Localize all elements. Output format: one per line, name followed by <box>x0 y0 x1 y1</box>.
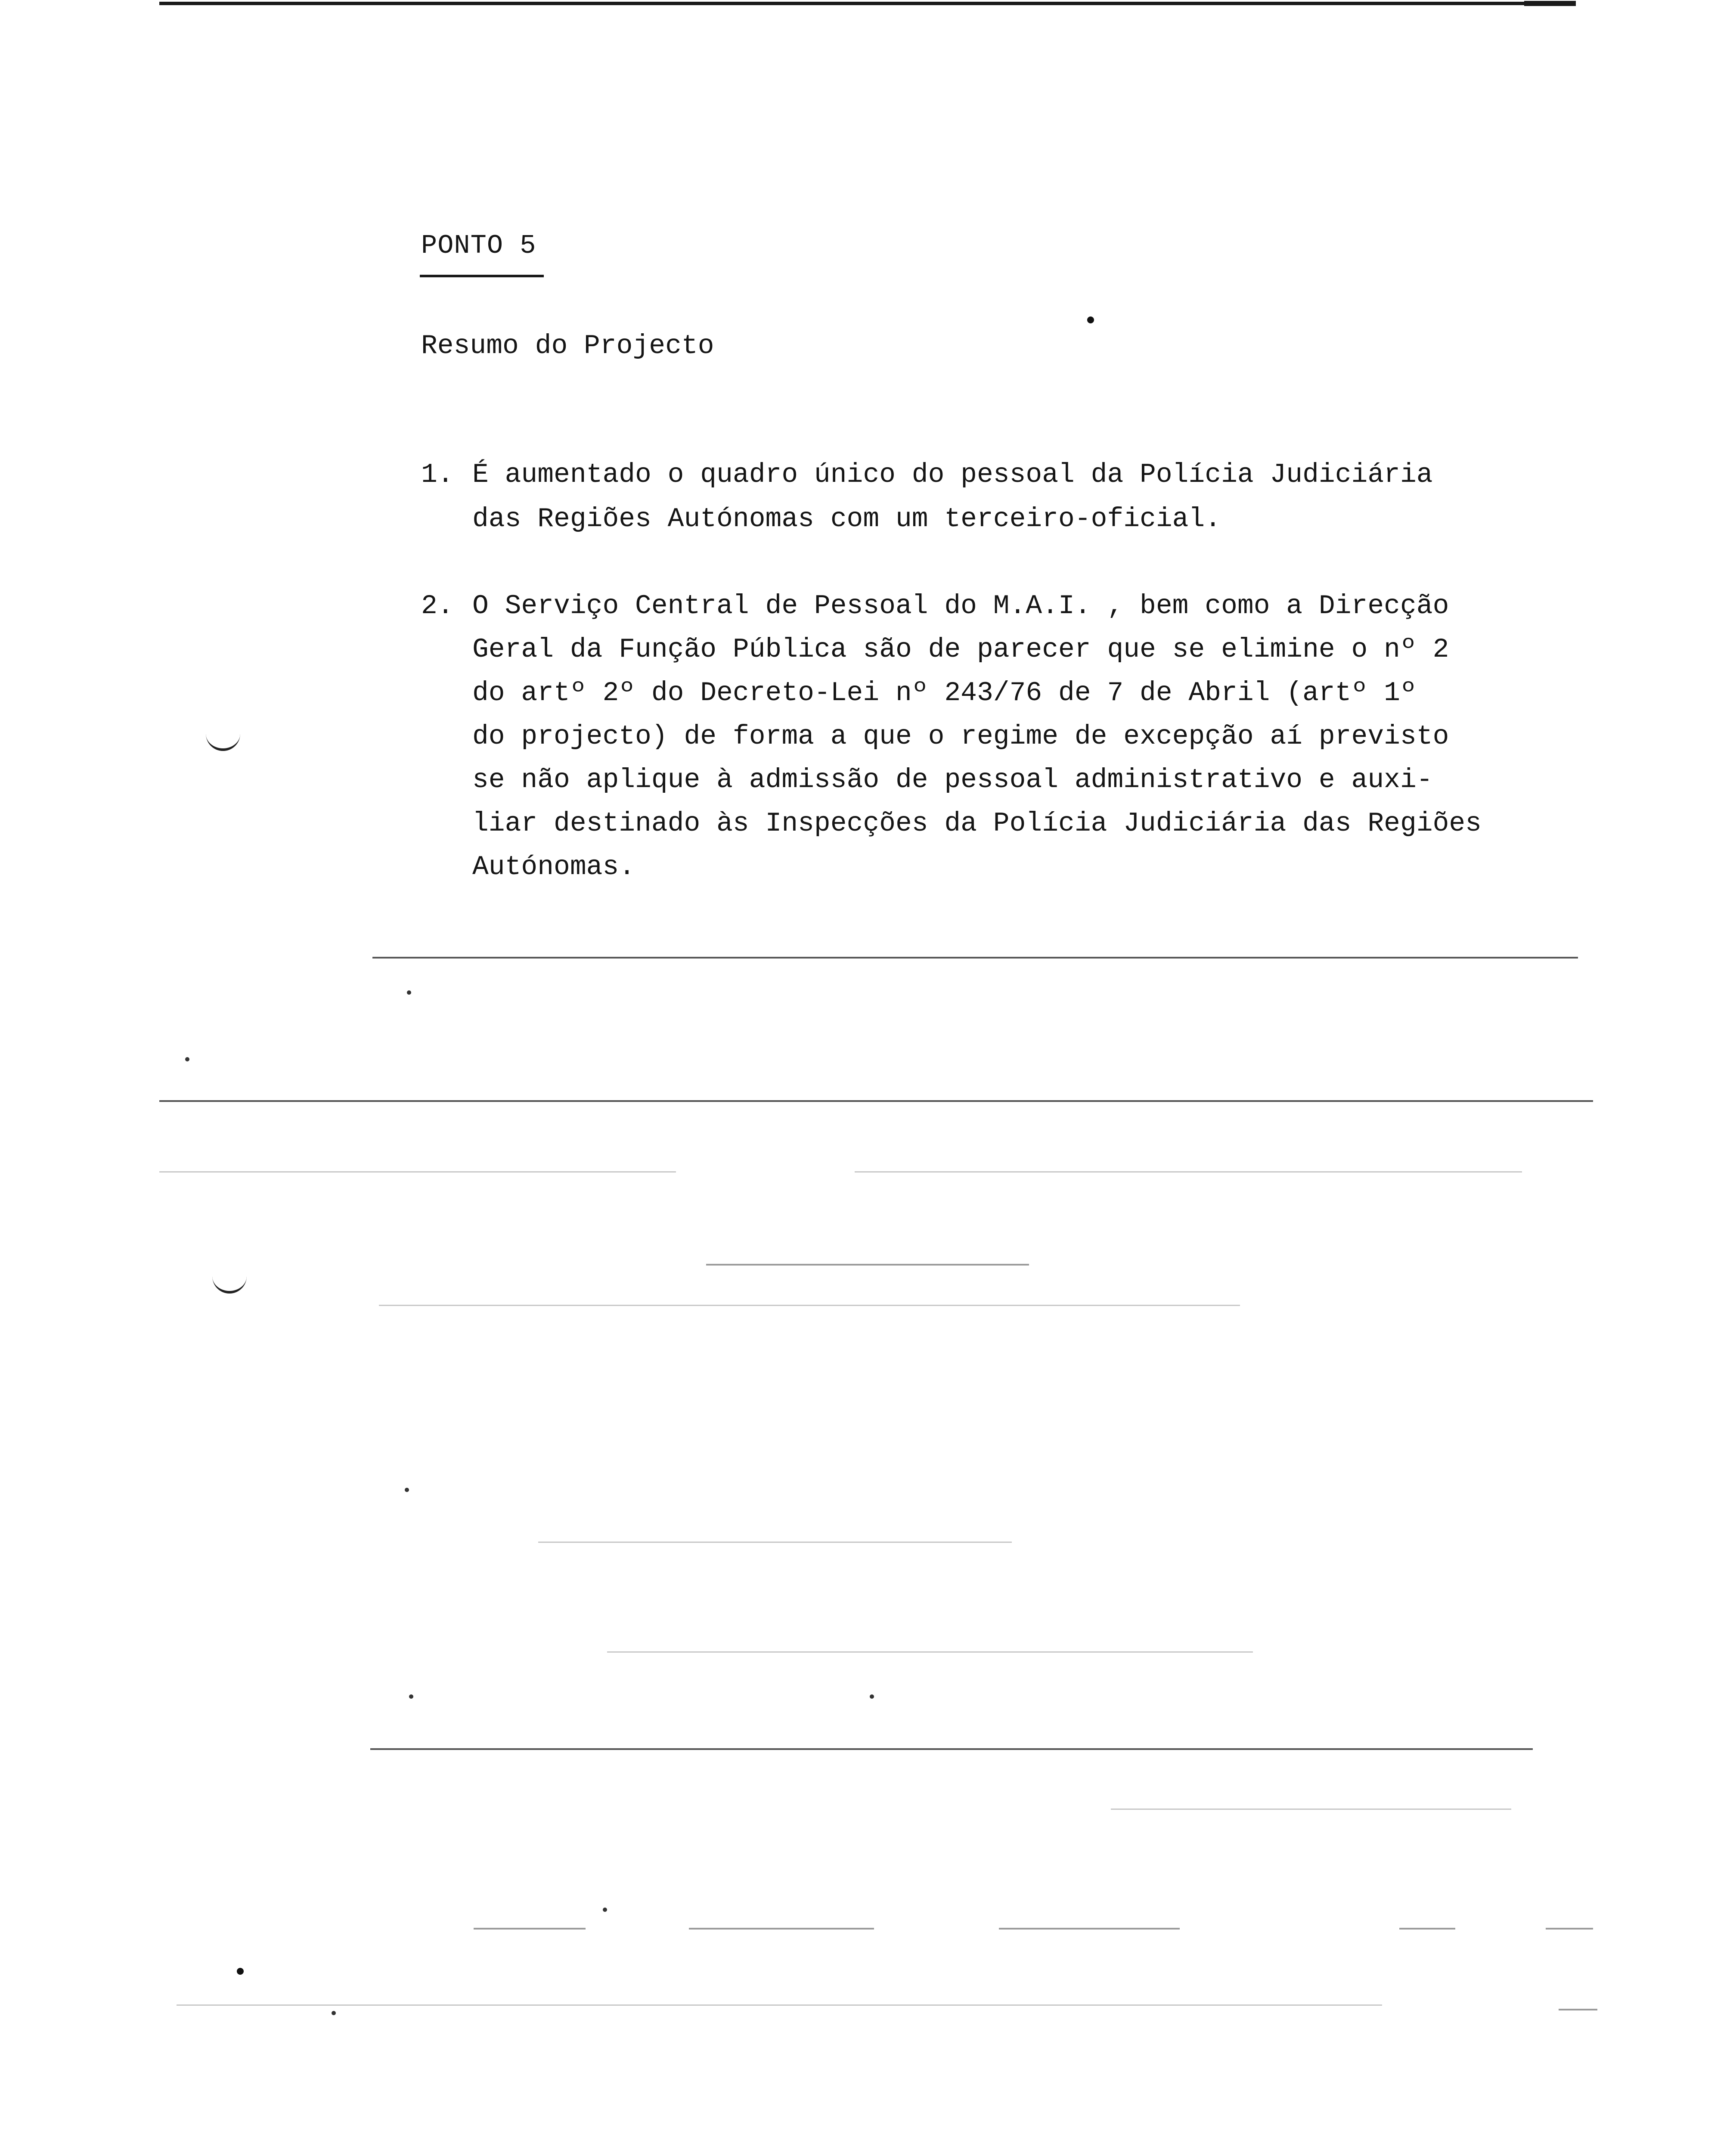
item-2-line-6: liar destinado às Inspecções da Polícia Judiciária das Regiões <box>472 808 1482 839</box>
speck-mark <box>405 1488 409 1492</box>
faint-rule <box>1399 1928 1455 1930</box>
faint-rule <box>689 1928 874 1930</box>
speck-mark <box>185 1057 189 1061</box>
item-1-line-1: É aumentado o quadro único do pessoal da Polícia Judiciária <box>472 459 1433 490</box>
punch-hole-mark <box>212 1275 247 1294</box>
top-edge-mark <box>1524 1 1576 6</box>
faint-rule <box>999 1928 1180 1930</box>
item-2-line-2: Geral da Função Pública são de parecer que se elimine o nº 2 <box>472 634 1449 665</box>
speck-mark <box>409 1694 413 1699</box>
faint-rule <box>1111 1809 1511 1810</box>
item-1-number: 1. <box>421 459 454 490</box>
item-2-line-3: do artº 2º do Decreto-Lei nº 243/76 de 7 de Abril (artº 1º <box>472 678 1417 708</box>
speck-mark <box>332 2011 336 2015</box>
faint-rule <box>159 1171 676 1173</box>
speck-mark <box>407 990 411 995</box>
speck-mark <box>237 1968 244 1975</box>
item-2-line-7: Autónomas. <box>472 852 636 882</box>
item-2-line-5: se não aplique à admissão de pessoal administrativo e auxi- <box>472 765 1433 795</box>
faint-rule <box>372 957 1578 959</box>
speck-mark <box>1087 316 1094 323</box>
faint-rule <box>474 1928 586 1930</box>
speck-mark <box>603 1908 607 1912</box>
section-heading: PONTO 5 <box>421 230 536 261</box>
faint-rule <box>379 1305 1240 1306</box>
faint-rule <box>607 1651 1253 1653</box>
item-2-number: 2. <box>421 591 454 621</box>
punch-hole-mark <box>206 732 240 751</box>
item-1-line-2: das Regiões Autónomas com um terceiro-oficial. <box>472 504 1221 534</box>
summary-title: Resumo do Projecto <box>421 331 714 361</box>
faint-rule <box>1546 1928 1593 1930</box>
faint-rule <box>159 1100 1593 1102</box>
faint-rule <box>1559 2009 1597 2010</box>
faint-rule <box>177 2004 1382 2006</box>
item-2-line-4: do projecto) de forma a que o regime de excepção aí previsto <box>472 721 1449 752</box>
speck-mark <box>870 1694 874 1699</box>
faint-rule <box>370 1748 1533 1750</box>
faint-rule <box>706 1264 1029 1266</box>
item-2-line-1: O Serviço Central de Pessoal do M.A.I. , bem como a Direcção <box>472 591 1449 621</box>
heading-underline <box>420 275 544 277</box>
faint-rule <box>855 1171 1522 1173</box>
top-edge-rule <box>159 2 1576 5</box>
faint-rule <box>538 1542 1012 1543</box>
